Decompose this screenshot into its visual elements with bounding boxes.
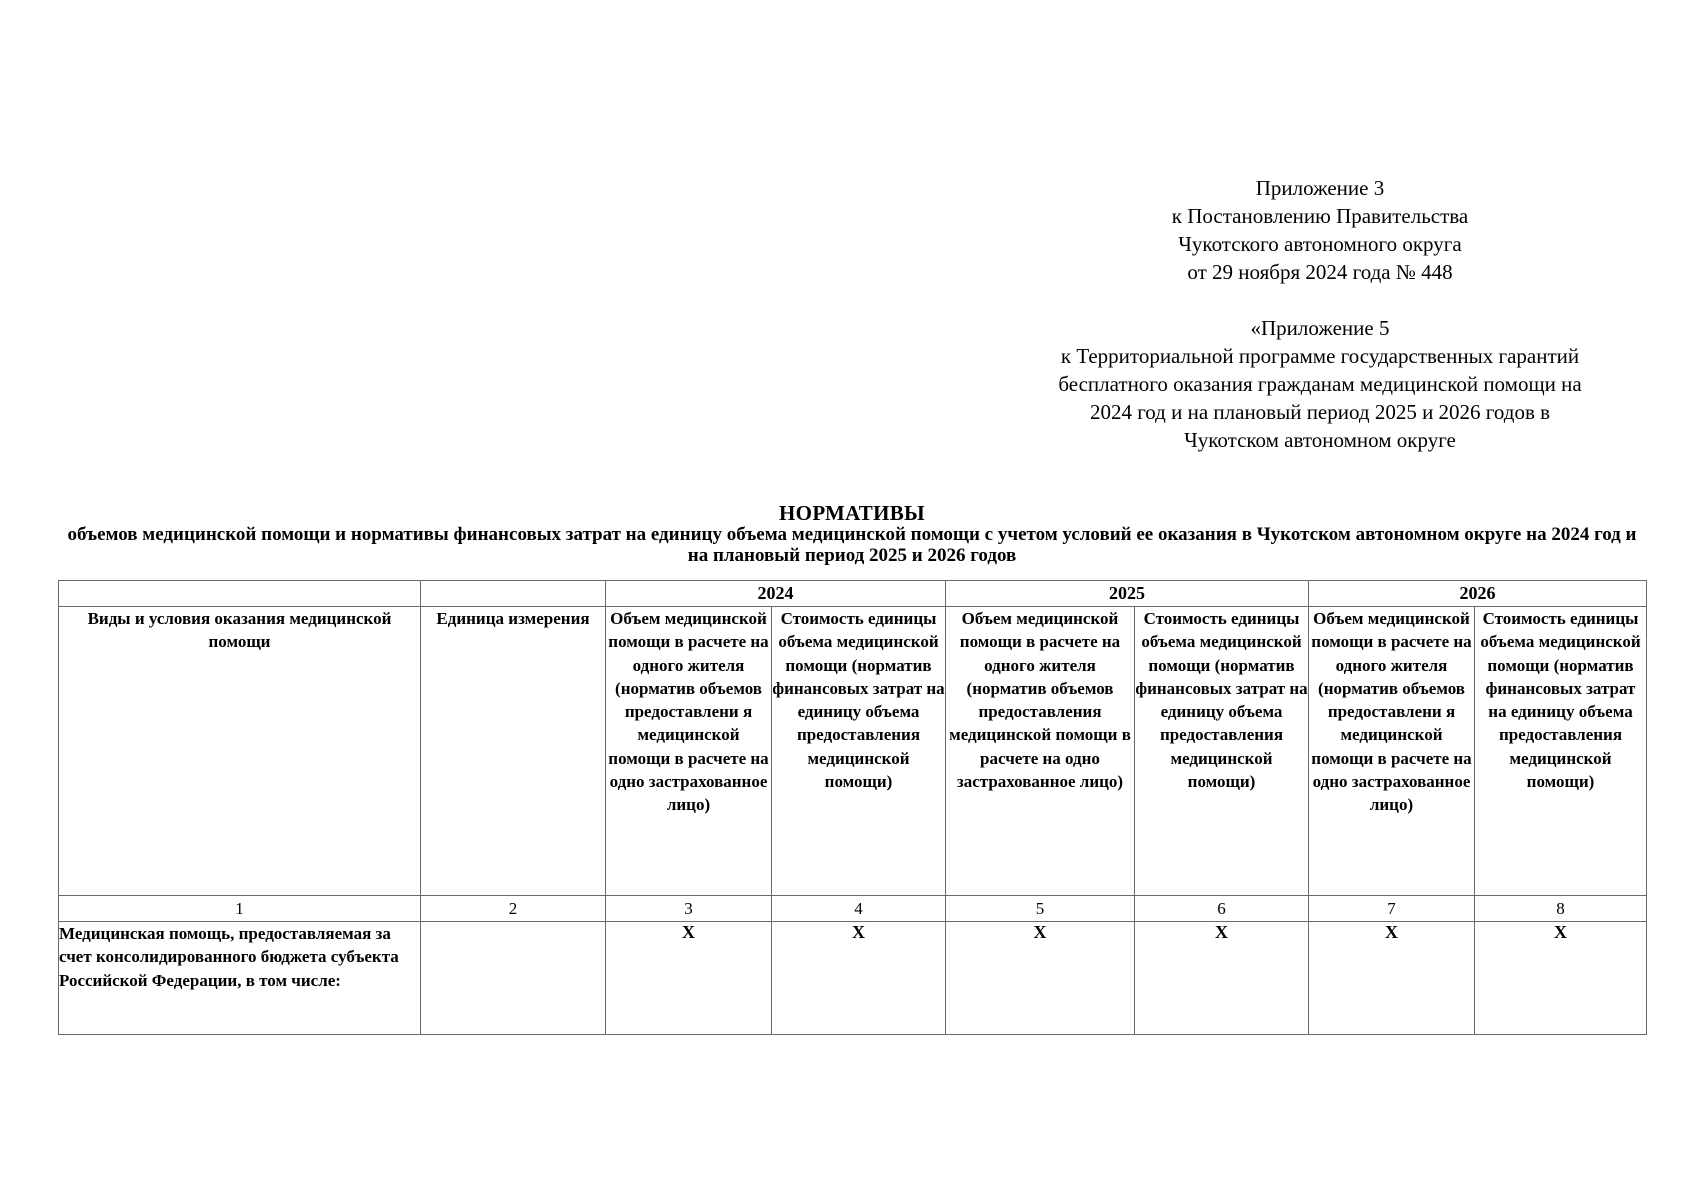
column-number: 8 bbox=[1475, 896, 1647, 922]
column-number: 4 bbox=[772, 896, 946, 922]
appendix-line: бесплатного оказания гражданам медицинской помощи на bbox=[1058, 372, 1582, 396]
appendix-line: к Территориальной программе государственных гарантий bbox=[1060, 344, 1580, 368]
column-number: 6 bbox=[1135, 896, 1309, 922]
year-header-2024: 2024 bbox=[606, 581, 946, 607]
appendix-line: 2024 год и на плановый период 2025 и 2026 годов в bbox=[1089, 400, 1551, 424]
norms-table bbox=[58, 580, 1647, 1035]
header-cost-2026: Стоимость единицы объема медицинской помощи (норматив финансовых затрат на единицу объема предоставления медицинской помощи) bbox=[1475, 607, 1647, 896]
appendix-line: Чукотского автономного округа bbox=[1178, 232, 1462, 256]
header-cost-2024: Стоимость единицы объема медицинской помощи (норматив финансовых затрат на единицу объема предоставления медицинской помощи) bbox=[772, 607, 946, 896]
unit-cell bbox=[421, 922, 606, 1035]
appendix-block bbox=[1000, 174, 1640, 454]
appendix-line: к Постановлению Правительства bbox=[1171, 204, 1469, 228]
column-number: 7 bbox=[1309, 896, 1475, 922]
value-cell: Х bbox=[772, 922, 946, 1035]
column-number: 3 bbox=[606, 896, 772, 922]
appendix-line: от 29 ноября 2024 года № 448 bbox=[1187, 260, 1453, 284]
empty-header-cell bbox=[59, 581, 421, 607]
column-number: 1 bbox=[59, 896, 421, 922]
column-header-row bbox=[59, 607, 1647, 896]
spacer bbox=[1000, 286, 1640, 314]
year-header-2026: 2026 bbox=[1309, 581, 1647, 607]
column-number-row bbox=[59, 896, 1647, 922]
header-volume-2025: Объем медицинской помощи в расчете на одного жителя (норматив объемов предоставления медицинской помощи в расчете на одно застрахованное лицо) bbox=[946, 607, 1135, 896]
year-header-2025: 2025 bbox=[946, 581, 1309, 607]
header-cost-2025: Стоимость единицы объема медицинской помощи (норматив финансовых затрат на единицу объема предоставления медицинской помощи) bbox=[1135, 607, 1309, 896]
title-main: НОРМАТИВЫ bbox=[779, 501, 925, 525]
header-volume-2024: Объем медицинской помощи в расчете на одного жителя (норматив объемов предоставлени я медицинской помощи в расчете на одно застрахованное лицо) bbox=[606, 607, 772, 896]
header-volume-2026: Объем медицинской помощи в расчете на одного жителя (норматив объемов предоставлени я медицинской помощи в расчете на одно застрахованное лицо) bbox=[1309, 607, 1475, 896]
appendix-line: «Приложение 5 bbox=[1250, 316, 1390, 340]
value-cell: Х bbox=[1135, 922, 1309, 1035]
value-cell: Х bbox=[1309, 922, 1475, 1035]
value-cell: Х bbox=[606, 922, 772, 1035]
row-label: Медицинская помощь, предоставляемая за счет консолидированного бюджета субъекта Российской Федерации, в том числе: bbox=[59, 922, 421, 1035]
title-subtitle: объемов медицинской помощи и нормативы финансовых затрат на единицу объема медицинской помощи с учетом условий ее оказания в Чукотском автономном округе на 2024 год и на плановый период 2025 и 2026 годов bbox=[67, 524, 1637, 566]
value-cell: Х bbox=[946, 922, 1135, 1035]
value-cell: Х bbox=[1475, 922, 1647, 1035]
header-unit: Единица измерения bbox=[421, 607, 606, 896]
empty-header-cell bbox=[421, 581, 606, 607]
header-care-type: Виды и условия оказания медицинской помощи bbox=[59, 607, 421, 896]
appendix-line: Чукотском автономном округе bbox=[1184, 428, 1456, 452]
column-number: 2 bbox=[421, 896, 606, 922]
year-header-row bbox=[59, 581, 1647, 607]
table-row bbox=[59, 922, 1647, 1035]
column-number: 5 bbox=[946, 896, 1135, 922]
appendix-line: Приложение 3 bbox=[1255, 176, 1385, 200]
document-title bbox=[58, 502, 1646, 566]
